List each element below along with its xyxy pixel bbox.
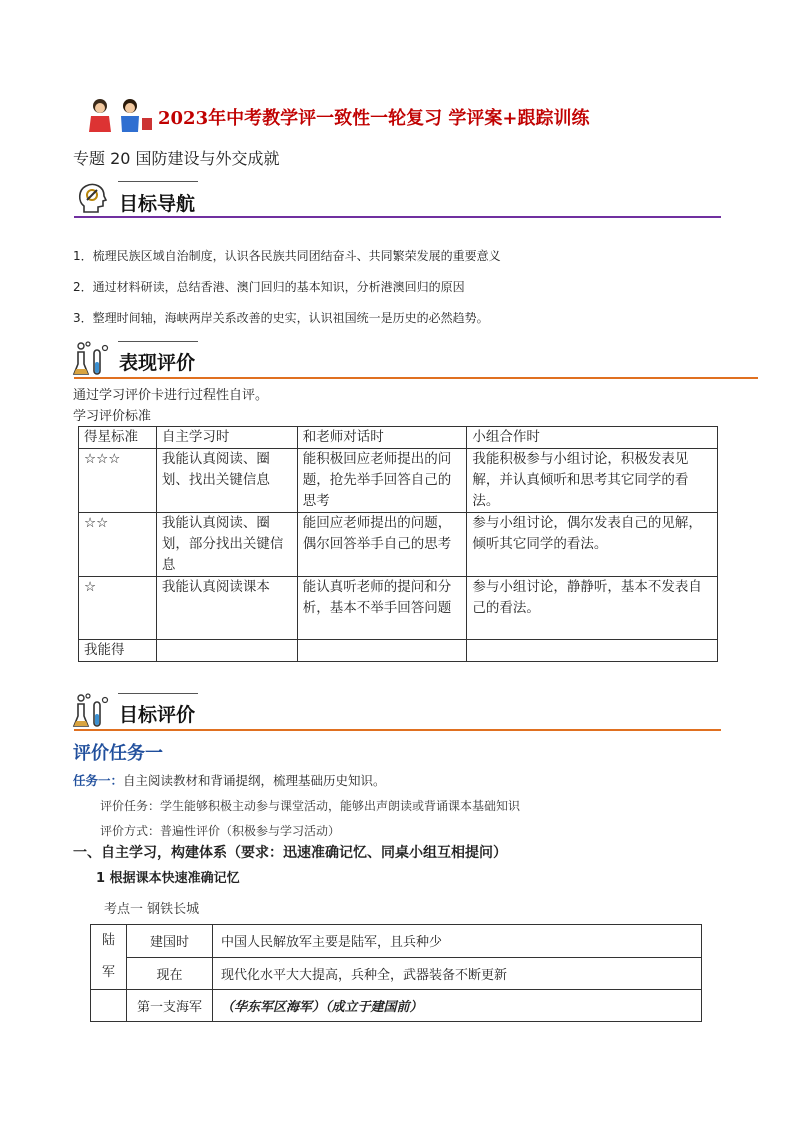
row-label: 现在 [127, 957, 213, 990]
goal-item: 1．梳理民族区域自治制度，认识各民族共同团结奋斗、共同繁荣发展的重要意义 [73, 249, 501, 263]
group-char: 军 [101, 965, 115, 980]
table-header-cell: 自主学习时 [156, 427, 297, 449]
task-line [73, 771, 386, 789]
section-stub-line [118, 181, 198, 182]
task-text: 自主阅读教材和背诵提纲，梳理基础历史知识。 [123, 773, 386, 788]
lab-flask-icon [72, 340, 112, 376]
table-cell: 能回应老师提出的问题，偶尔回答举手自己的思考 [297, 513, 467, 577]
goal-item: 3．整理时间轴，海峡两岸关系改善的史实，认识祖国统一是历史的必然趋势。 [73, 311, 489, 325]
score-cell[interactable] [156, 640, 297, 662]
table-header-cell: 得星标准 [79, 427, 157, 449]
section-title-target-eval: 目标评价 [119, 704, 196, 726]
section-stub-line [118, 341, 198, 342]
table-row [79, 577, 718, 640]
table-cell: 我能积极参与小组讨论，积极发表见解，并认真倾听和思考其它同学的看法。 [467, 449, 718, 513]
table-cell: 能认真听老师的提问和分析，基本不举手回答问题 [297, 577, 467, 640]
section-rule-purple [74, 216, 721, 218]
handwritten-answer: （华东军区海军）（成立于建国前） [213, 990, 702, 1022]
group-label [91, 925, 127, 990]
star-rating: ☆☆☆ [79, 449, 157, 513]
eval-method: 评价方式：普遍性评价（积极参与学习活动） [100, 824, 341, 838]
goal-item: 2．通过材料研读，总结香港、澳门回归的基本知识，分析港澳回归的原因 [73, 280, 465, 294]
eval-task: 评价任务：学生能够积极主动参与课堂活动，能够出声朗读或背诵课本基础知识 [100, 799, 521, 813]
table-header-cell: 小组合作时 [467, 427, 718, 449]
table-row [91, 990, 702, 1022]
table-row [79, 640, 718, 662]
head-gear-icon [74, 180, 110, 216]
row-label: 建国时 [127, 925, 213, 958]
star-rating: ☆☆ [79, 513, 157, 577]
table-cell: 参与小组讨论，偶尔发表自己的见解，倾听其它同学的看法。 [467, 513, 718, 577]
lab-flask-icon [72, 692, 112, 728]
kids-logo-icon [84, 96, 156, 134]
section-title-nav: 目标导航 [119, 193, 196, 215]
group-char: 陆 [101, 933, 115, 948]
score-cell[interactable] [297, 640, 467, 662]
section-title-perf: 表现评价 [119, 352, 196, 374]
section-stub-line [118, 693, 198, 694]
empty-cell [91, 990, 127, 1022]
table-cell: 我能认真阅读课本 [156, 577, 297, 640]
knowledge-table [90, 924, 702, 1022]
table-caption: 学习评价标准 [73, 409, 152, 424]
evaluation-table [78, 426, 718, 662]
score-cell[interactable] [467, 640, 718, 662]
section-rule-orange [74, 377, 758, 379]
topic-title: 专题 20 国防建设与外交成就 [73, 149, 280, 168]
star-rating: ☆ [79, 577, 157, 640]
section-rule-orange [74, 729, 721, 731]
kp-title: 考点一 钢铁长城 [104, 902, 200, 917]
header-title: 2023年中考教学评一致性一轮复习 学评案+跟踪训练 [158, 108, 590, 129]
part-heading: 一、自主学习，构建体系（要求：迅速准确记忆、同桌小组互相提问） [73, 845, 507, 861]
table-cell: 参与小组讨论，静静听，基本不发表自己的看法。 [467, 577, 718, 640]
table-cell: 能积极回应老师提出的问题，抢先举手回答自己的思考 [297, 449, 467, 513]
table-row [91, 925, 702, 958]
row-value: 现代化水平大大提高，兵种全，武器装备不断更新 [213, 957, 702, 990]
table-header-cell: 和老师对话时 [297, 427, 467, 449]
table-row [79, 449, 718, 513]
task-label: 任务一： [73, 773, 124, 788]
perf-intro: 通过学习评价卡进行过程性自评。 [73, 388, 269, 403]
table-cell: 我能认真阅读、圈划，部分找出关键信息 [156, 513, 297, 577]
table-cell: 我能认真阅读、圈划、找出关键信息 [156, 449, 297, 513]
step-heading: 1 根据课本快速准确记忆 [96, 871, 240, 886]
row-value: 中国人民解放军主要是陆军，且兵种少 [213, 925, 702, 958]
row-label: 第一支海军 [127, 990, 213, 1022]
table-row [91, 957, 702, 990]
task-heading: 评价任务一 [73, 743, 163, 764]
table-header-row [79, 427, 718, 449]
score-label: 我能得 [79, 640, 157, 662]
table-row [79, 513, 718, 577]
